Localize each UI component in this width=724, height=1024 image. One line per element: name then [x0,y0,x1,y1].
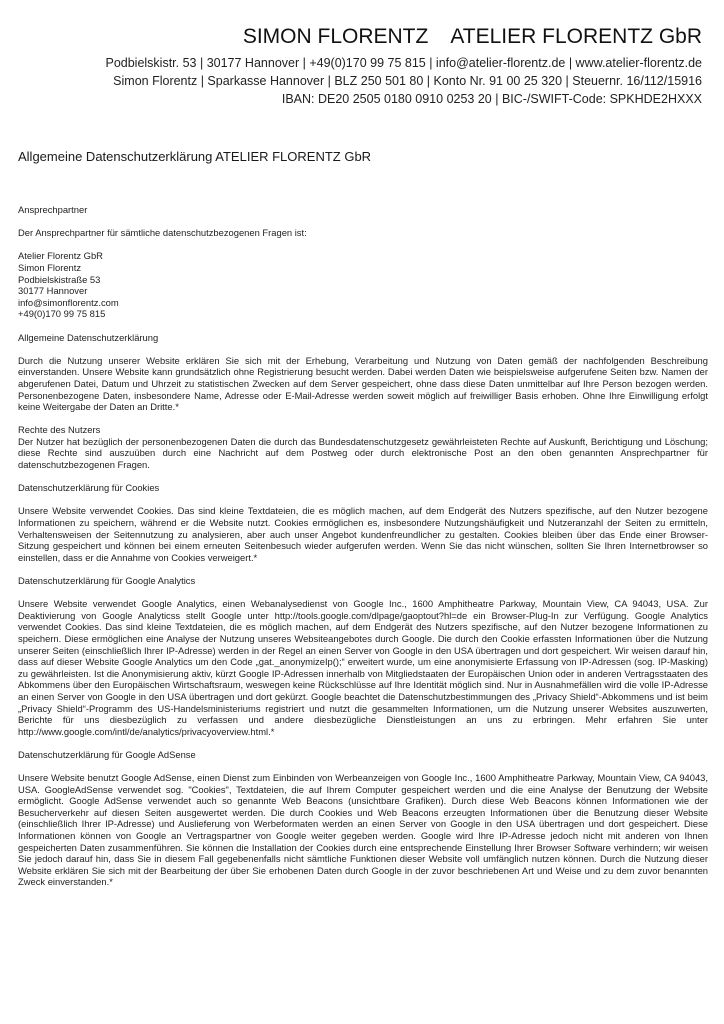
section-heading-rights: Rechte des Nutzers [18,424,101,436]
section-text-analytics: Unsere Website verwendet Google Analytics, einen Webanalysedienst von Google Inc., 1600 Amphitheatre Parkway, Mountain View, CA 94043, USA. Zur Deaktivierung von Google Analyticss stellt Google unter http://tools.google.com/dlpage/gaoptout?hl=de ein Browser-Plug-In zur Verfügung. Google Analytics verwendet Cookies. Das sind kleine Textdateien, die es möglich machen, auf dem Endgerät des Nutzers spezifische, auf den Nutzer bezogene Informationen zu speichern. Diese ermöglichen eine Analyse der Nutzung unseres Websiteangebotes durch Google. Die durch den Cookie erfassten Informationen über die Nutzung unserer Seiten (einschließlich Ihrer IP-Adresse) werden in der Regel an einen Server von Google in den USA übertragen und dort gespeichert. Wir weisen darauf hin, dass auf dieser Website Google Analytics um den Code „gat._anonymizeIp();“ erweitert wurde, um eine anonymisierte Erfassung von IP-Adressen (sog. IP-Masking) zu gewährleisten. Ist die Anonymisierung aktiv, kürzt Google IP-Adressen innerhalb von Mitgliedstaaten der Europäischen Union oder in anderen Vertragsstaaten des Abkommens über den Europäischen Wirtschaftsraum, weswegen keine Rückschlüsse auf Ihre Identität möglich sind. Nur in Ausnahmefällen wird die volle IP-Adresse an einen Server von Google in den USA übertragen und dort gekürzt. Google beachtet die Datenschutzbestimmungen des „Privacy Shield“-Abkommens und ist beim „Privacy Shield“-Programm des US-Handelsministeriums registriert und nutzt die gesammelten Informationen, um die Nutzung unserer Websites auszuwerten, Berichte für uns diesbezüglich zu verfassen und andere diesbezügliche Dienstleistungen an uns zu erbringen. Mehr erfahren Sie unter http://www.google.com/intl/de/analytics/privacyoverview.html.* [18,598,708,737]
address-line: +49(0)170 99 75 815 [18,308,106,320]
section-heading-general: Allgemeine Datenschutzerklärung [18,331,159,343]
address-line: Podbielskistraße 53 [18,273,101,285]
document-title: Allgemeine Datenschutzerklärung ATELIER FLORENTZ GbR [18,149,372,164]
contact-intro: Der Ansprechpartner für sämtliche datenschutzbezogenen Fragen ist: [18,227,307,239]
company-name: ATELIER FLORENTZ GbR [450,25,702,48]
section-text-cookies: Unsere Website verwendet Cookies. Das sind kleine Textdateien, die es möglich machen, auf dem Endgerät des Nutzers spezifische, auf den Nutzer bezogene Informationen zu speichern, während er die Website nutzt. Cookies ermöglichen es, insbesondere Nutzungshäufigkeit und Nutzeranzahl der Seiten zu ermitteln, Verhaltensweisen der Seitennutzung zu analysieren, aber auch unser Angebot kundenfreundlicher zu gestalten. Cookies bleiben über das Ende einer Browser-Sitzung gespeichert und können bei einem erneuten Seitenbesuch wieder aufgerufen werden. Wenn Sie das nicht wünschen, sollten Sie Ihren Internetbrowser so einstellen, dass er die Annahme von Cookies verweigert.* [18,505,708,563]
address-line: Atelier Florentz GbR [18,250,103,262]
section-heading-cookies: Datenschutzerklärung für Cookies [18,482,160,494]
section-text-rights: Der Nutzer hat bezüglich der personenbezogenen Daten die durch das Bundesdatenschutzgesetz gewährleisteten Rechte auf Auskunft, Berichtigung und Löschung; diese Rechte sind auszuüben durch eine Nachricht auf dem Postweg oder durch elektronische Post an den oben genannten Ansprechpartner für datenschutzbezogenen Fragen. [18,435,708,471]
section-text-adsense: Unsere Website benutzt Google AdSense, einen Dienst zum Einbinden von Werbeanzeigen von Google Inc., 1600 Amphitheatre Parkway, Mountain View, CA 94043, USA. GoogleAdSense verwendet sog. "Cookies", Textdateien, die auf Ihrem Computer gespeichert werden und die eine Analyse der Benutzung der Website ermöglicht. Google AdSense verwendet auch so genannte Web Beacons (unsichtbare Grafiken). Durch diese Web Beacons können Informationen wie der Besucherverkehr auf diesen Seiten ausgewertet werden. Die durch Cookies und Web Beacons erzeugten Informationen über die Benutzung dieser Website (einschließlich Ihrer IP-Adresse) und Auslieferung von Werbeformaten werden an einen Server von Google in den USA übertragen und dort gespeichert. Diese Informationen können von Google an Vertragspartner von Google weiter gegeben werden. Google wird Ihre IP-Adresse jedoch nicht mit anderen von Ihnen gespeicherten Daten zusammenführen. Sie können die Installation der Cookies durch eine entsprechende Einstellung Ihrer Browser Software verhindern; wir weisen Sie jedoch darauf hin, dass Sie in diesem Fall gegebenenfalls nicht sämtliche Funktionen dieser Website voll umfänglich nutzen können. Durch die Nutzung dieser Website erklären Sie sich mit der Bearbeitung der über Sie erhobenen Daten durch Google in der zuvor beschriebenen Art und Weise und zu dem zuvor benannten Zweck einverstanden.* [18,772,708,888]
owner-name: SIMON FLORENTZ [242,25,429,48]
letterhead-iban-line: IBAN: DE20 2505 0180 0910 0253 20 | BIC-/SWIFT-Code: SPKHDE2HXXX [281,92,702,106]
address-line: 30177 Hannover [18,285,88,297]
address-line: Simon Florentz [18,261,82,273]
section-heading-adsense: Datenschutzerklärung für Google AdSense [18,748,196,760]
contact-address [18,250,708,320]
section-heading-contact: Ansprechpartner [18,204,88,215]
address-line: info@simonflorentz.com [18,296,119,308]
section-text-general: Durch die Nutzung unserer Website erklären Sie sich mit der Erhebung, Verarbeitung und Nutzung von Daten gemäß der nachfolgenden Beschreibung einverstanden. Unsere Website kann grundsätzlich ohne Registrierung besucht werden. Dabei werden Daten wie beispielsweise aufgerufene Seiten bzw. Namen der abgerufenen Datei, Datum und Uhrzeit zu statistischen Zwecken auf dem Server gespeichert, ohne dass diese Daten unmittelbar auf Ihre Person bezogen werden. Personenbezogene Daten, insbesondere Name, Adresse oder E-Mail-Adresse werden soweit möglich auf freiwilliger Basis erhoben. Ohne Ihre Einwilligung erfolgt keine Weitergabe der Daten an Dritte.* [18,354,708,413]
document-body [18,204,708,900]
section-heading-analytics: Datenschutzerklärung für Google Analytics [18,575,196,586]
letterhead-title [105,24,702,50]
letterhead-bank-line: Simon Florentz | Sparkasse Hannover | BLZ 250 501 80 | Konto Nr. 91 00 25 320 | Steuernr. 16/112/15916 [113,74,702,88]
letterhead-contact-line: Podbielskistr. 53 | 30177 Hannover | +49(0)170 99 75 815 | info@atelier-florentz.de | www.atelier-florentz.de [105,56,702,70]
letterhead [105,24,702,108]
